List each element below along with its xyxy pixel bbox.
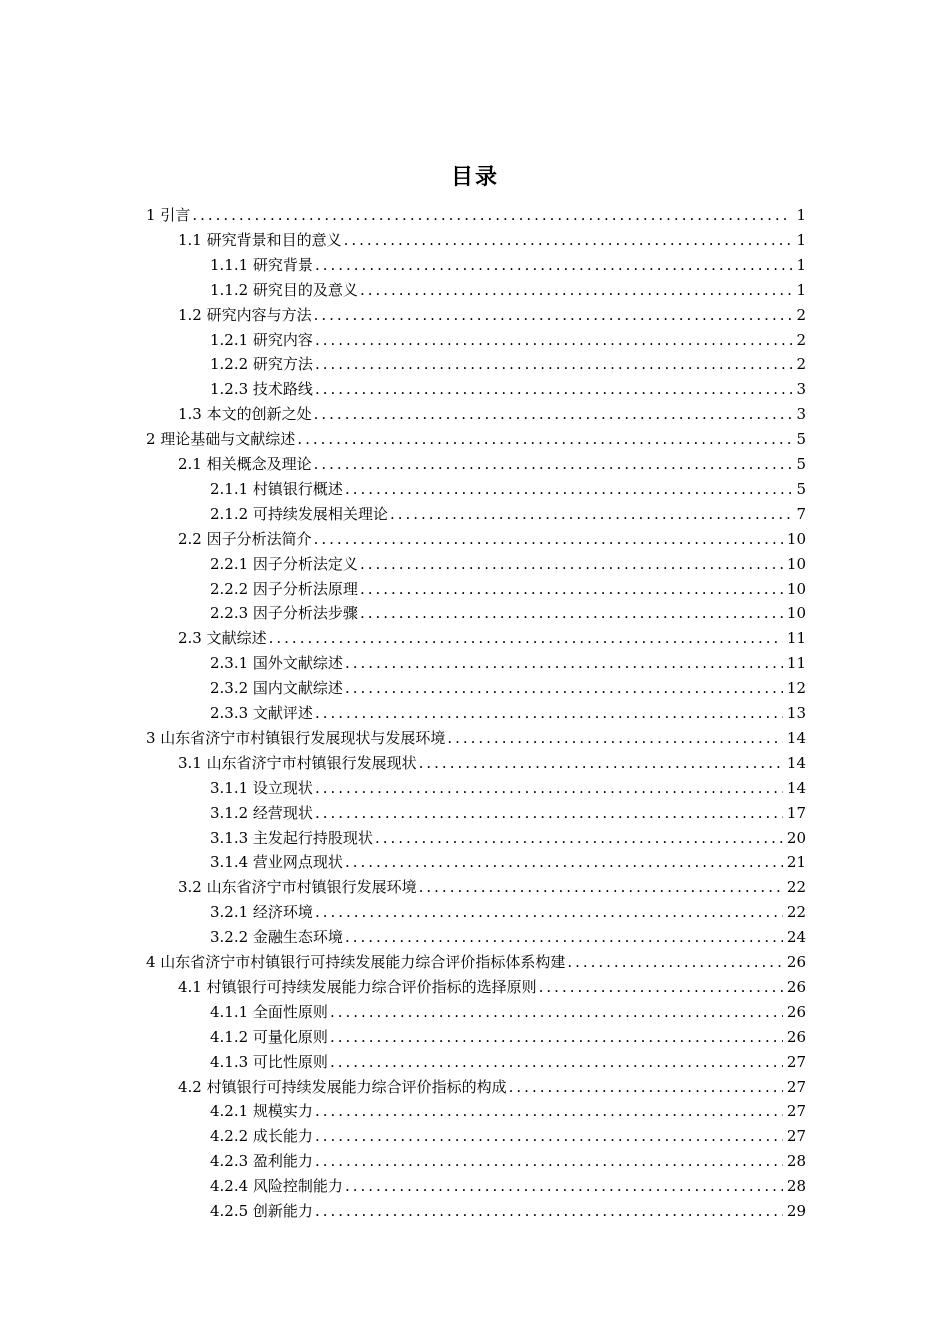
toc-entry-label: 3.1.1 设立现状 bbox=[210, 778, 313, 797]
toc-leader-dots bbox=[360, 554, 783, 574]
toc-entry-page-number: 21 bbox=[786, 853, 806, 872]
toc-leader-dots bbox=[315, 379, 793, 399]
toc-entry[interactable] bbox=[178, 972, 806, 997]
toc-entry[interactable] bbox=[210, 1146, 806, 1171]
toc-entry[interactable] bbox=[210, 374, 806, 399]
toc-entry-label: 1.2.2 研究方法 bbox=[210, 355, 313, 374]
toc-leader-dots bbox=[314, 454, 793, 474]
toc-entry-label: 2.1.1 村镇银行概述 bbox=[210, 479, 343, 498]
toc-entry[interactable] bbox=[178, 300, 806, 325]
toc-entry-page-number: 3 bbox=[796, 405, 806, 424]
toc-entry[interactable] bbox=[210, 897, 806, 922]
toc-entry-label: 4.1.3 可比性原则 bbox=[210, 1052, 328, 1071]
toc-leader-dots bbox=[447, 728, 783, 748]
toc-entry[interactable] bbox=[210, 997, 806, 1022]
toc-entry-label: 1.1.1 研究背景 bbox=[210, 255, 313, 274]
toc-entry[interactable] bbox=[178, 872, 806, 897]
toc-entry-page-number: 22 bbox=[786, 903, 806, 922]
toc-entry[interactable] bbox=[210, 673, 806, 698]
toc-entry-label: 4.1.1 全面性原则 bbox=[210, 1002, 328, 1021]
toc-entry-page-number: 10 bbox=[786, 554, 806, 573]
toc-leader-dots bbox=[315, 255, 793, 275]
toc-entry-page-number: 22 bbox=[786, 878, 806, 897]
toc-entry-label: 3.1.2 经营现状 bbox=[210, 803, 313, 822]
toc-entry[interactable] bbox=[210, 474, 806, 499]
toc-entry-page-number: 11 bbox=[786, 629, 806, 648]
toc-entry-label: 2.1.2 可持续发展相关理论 bbox=[210, 504, 388, 523]
toc-entry-label: 1.1 研究背景和目的意义 bbox=[178, 230, 342, 249]
toc-entry[interactable] bbox=[210, 847, 806, 872]
toc-leader-dots bbox=[314, 404, 793, 424]
toc-leader-dots bbox=[509, 1077, 783, 1097]
toc-entry-label: 2.3 文献综述 bbox=[178, 629, 267, 648]
toc-entry-label: 1 引言 bbox=[146, 206, 191, 224]
toc-leader-dots bbox=[390, 504, 793, 524]
toc-entry[interactable] bbox=[178, 449, 806, 474]
toc-entry-label: 3.2.2 金融生态环境 bbox=[210, 928, 343, 947]
toc-entry-page-number: 27 bbox=[786, 1052, 806, 1071]
toc-entry-label: 2.2.2 因子分析法原理 bbox=[210, 579, 358, 598]
toc-entry-label: 3.1 山东省济宁市村镇银行发展现状 bbox=[178, 753, 417, 772]
toc-entry-page-number: 3 bbox=[796, 380, 806, 399]
toc-entry-page-number: 1 bbox=[796, 280, 806, 299]
toc-entry[interactable] bbox=[210, 798, 806, 823]
toc-entry[interactable] bbox=[178, 1072, 806, 1097]
toc-leader-dots bbox=[567, 952, 783, 972]
toc-entry-label: 4.2.1 规模实力 bbox=[210, 1102, 313, 1121]
toc-entry[interactable] bbox=[210, 1047, 806, 1072]
toc-leader-dots bbox=[315, 803, 783, 823]
toc-entry[interactable] bbox=[210, 773, 806, 798]
toc-entry[interactable] bbox=[210, 1096, 806, 1121]
toc-leader-dots bbox=[345, 653, 783, 673]
toc-leader-dots bbox=[345, 927, 783, 947]
toc-entry[interactable] bbox=[210, 549, 806, 574]
toc-entry[interactable] bbox=[210, 648, 806, 673]
toc-entry-label: 4.2 村镇银行可持续发展能力综合评价指标的构成 bbox=[178, 1077, 507, 1096]
toc-leader-dots bbox=[345, 1176, 783, 1196]
toc-leader-dots bbox=[192, 205, 792, 225]
toc-entry-label: 4.1.2 可量化原则 bbox=[210, 1027, 328, 1046]
toc-entry[interactable] bbox=[210, 1196, 806, 1221]
toc-entry-page-number: 5 bbox=[796, 455, 806, 473]
toc-entry-page-number: 7 bbox=[796, 504, 806, 523]
toc-entry-page-number: 14 bbox=[786, 753, 806, 772]
toc-entry[interactable] bbox=[178, 225, 806, 250]
toc-entry-page-number: 1 bbox=[796, 206, 806, 224]
toc-entry[interactable] bbox=[178, 748, 806, 773]
toc-leader-dots bbox=[330, 1002, 783, 1022]
toc-entry-label: 2 理论基础与文献综述 bbox=[146, 430, 296, 449]
toc-leader-dots bbox=[315, 1151, 783, 1171]
toc-entry-page-number: 20 bbox=[786, 828, 806, 847]
toc-entry-label: 1.1.2 研究目的及意义 bbox=[210, 280, 358, 299]
toc-leader-dots bbox=[297, 429, 792, 449]
toc-entry-page-number: 2 bbox=[796, 305, 806, 324]
toc-entry-page-number: 28 bbox=[786, 1177, 806, 1196]
toc-leader-dots bbox=[360, 603, 783, 623]
toc-entry-label: 2.2 因子分析法简介 bbox=[178, 529, 312, 548]
toc-entry-label: 3 山东省济宁市村镇银行发展现状与发展环境 bbox=[146, 728, 446, 747]
toc-leader-dots bbox=[315, 1101, 783, 1121]
toc-entry-page-number: 26 bbox=[786, 1027, 806, 1046]
toc-entry[interactable] bbox=[210, 574, 806, 599]
toc-entry-page-number: 11 bbox=[786, 654, 806, 673]
toc-entry-page-number: 1 bbox=[796, 230, 806, 249]
toc-entry-label: 3.1.4 营业网点现状 bbox=[210, 853, 343, 872]
toc-leader-dots bbox=[360, 280, 793, 300]
toc-entry[interactable] bbox=[210, 1022, 806, 1047]
toc-entry-page-number: 27 bbox=[786, 1077, 806, 1096]
toc-leader-dots bbox=[315, 1201, 783, 1221]
toc-entry-page-number: 10 bbox=[786, 604, 806, 623]
toc-leader-dots bbox=[315, 703, 783, 723]
toc-entry-page-number: 5 bbox=[796, 479, 806, 498]
toc-entry-page-number: 27 bbox=[786, 1127, 806, 1146]
toc-entry-page-number: 14 bbox=[786, 728, 806, 747]
toc-entry-page-number: 1 bbox=[796, 255, 806, 274]
toc-leader-dots bbox=[345, 678, 783, 698]
toc-entry-label: 2.2.1 因子分析法定义 bbox=[210, 554, 358, 573]
toc-entry[interactable] bbox=[210, 349, 806, 374]
toc-entry-label: 4.2.3 盈利能力 bbox=[210, 1152, 313, 1171]
toc-entry[interactable] bbox=[146, 200, 806, 225]
toc-entry[interactable] bbox=[210, 1121, 806, 1146]
toc-entry[interactable] bbox=[178, 524, 806, 549]
toc-entry[interactable] bbox=[178, 399, 806, 424]
toc-entry[interactable] bbox=[146, 424, 806, 449]
toc-leader-dots bbox=[315, 330, 793, 350]
toc-entry-page-number: 29 bbox=[786, 1202, 806, 1220]
toc-entry[interactable] bbox=[146, 723, 806, 748]
toc-entry-label: 4.2.4 风险控制能力 bbox=[210, 1177, 343, 1196]
toc-leader-dots bbox=[330, 1027, 783, 1047]
toc-leader-dots bbox=[314, 305, 793, 325]
toc-entry[interactable] bbox=[210, 922, 806, 947]
toc-entry-page-number: 26 bbox=[786, 977, 806, 996]
toc-entry-page-number: 26 bbox=[786, 1002, 806, 1021]
toc-entry[interactable] bbox=[210, 698, 806, 723]
toc-entry[interactable] bbox=[210, 325, 806, 350]
toc-entry[interactable] bbox=[210, 250, 806, 275]
toc-entry-page-number: 17 bbox=[786, 803, 806, 822]
toc-entry[interactable] bbox=[210, 499, 806, 524]
toc-entry-page-number: 14 bbox=[786, 778, 806, 797]
toc-leader-dots bbox=[269, 628, 783, 648]
toc-leader-dots bbox=[315, 778, 783, 798]
toc-leader-dots bbox=[330, 1052, 783, 1072]
toc-entry-label: 1.2.1 研究内容 bbox=[210, 330, 313, 349]
toc-entry-page-number: 10 bbox=[786, 529, 806, 548]
page-title: 目录 bbox=[450, 165, 499, 190]
toc-entry-label: 4 山东省济宁市村镇银行可持续发展能力综合评价指标体系构建 bbox=[146, 953, 566, 971]
toc-entry-label: 3.2 山东省济宁市村镇银行发展环境 bbox=[178, 878, 417, 897]
toc-leader-dots bbox=[375, 828, 783, 848]
toc-entry-label: 1.2.3 技术路线 bbox=[210, 380, 313, 399]
toc-entry-page-number: 10 bbox=[786, 579, 806, 598]
toc-leader-dots bbox=[344, 230, 793, 250]
toc-entry[interactable] bbox=[210, 275, 806, 300]
toc-entry-page-number: 28 bbox=[786, 1152, 806, 1171]
toc-leader-dots bbox=[315, 354, 793, 374]
toc-entry-label: 1.3 本文的创新之处 bbox=[178, 405, 312, 424]
toc-entry-label: 4.2.2 成长能力 bbox=[210, 1127, 313, 1146]
toc-entry-label: 2.1 相关概念及理论 bbox=[178, 455, 312, 473]
toc-entry-page-number: 2 bbox=[796, 355, 806, 374]
toc-entry-page-number: 26 bbox=[786, 953, 806, 971]
toc-entry[interactable] bbox=[178, 623, 806, 648]
toc-entry-label: 3.2.1 经济环境 bbox=[210, 903, 313, 922]
toc-entry-label: 2.3.1 国外文献综述 bbox=[210, 654, 343, 673]
toc-leader-dots bbox=[419, 753, 783, 773]
toc-entry-page-number: 2 bbox=[796, 330, 806, 349]
toc-entry-label: 4.1 村镇银行可持续发展能力综合评价指标的选择原则 bbox=[178, 977, 537, 996]
toc-entry-page-number: 12 bbox=[786, 679, 806, 698]
toc-entry-page-number: 5 bbox=[796, 430, 806, 449]
toc-leader-dots bbox=[315, 1126, 783, 1146]
toc-entry[interactable] bbox=[146, 947, 806, 972]
toc-entry-label: 4.2.5 创新能力 bbox=[210, 1202, 313, 1220]
toc-leader-dots bbox=[315, 902, 783, 922]
toc-leader-dots bbox=[419, 877, 783, 897]
toc-entry-page-number: 24 bbox=[786, 928, 806, 947]
toc-leader-dots bbox=[345, 852, 783, 872]
toc-entry-label: 1.2 研究内容与方法 bbox=[178, 305, 312, 324]
toc-entry-label: 3.1.3 主发起行持股现状 bbox=[210, 828, 373, 847]
toc-entry-label: 2.2.3 因子分析法步骤 bbox=[210, 604, 358, 623]
toc-entry-page-number: 27 bbox=[786, 1102, 806, 1121]
toc-leader-dots bbox=[345, 479, 793, 499]
toc-leader-dots bbox=[539, 977, 783, 997]
toc-entry-label: 2.3.2 国内文献综述 bbox=[210, 679, 343, 698]
toc-entry[interactable] bbox=[210, 1171, 806, 1196]
toc-entry[interactable] bbox=[210, 598, 806, 623]
toc-entry-label: 2.3.3 文献评述 bbox=[210, 704, 313, 722]
toc-entry-page-number: 13 bbox=[786, 704, 806, 722]
toc-leader-dots bbox=[360, 579, 783, 599]
toc-leader-dots bbox=[314, 529, 783, 549]
toc-entry[interactable] bbox=[210, 823, 806, 848]
